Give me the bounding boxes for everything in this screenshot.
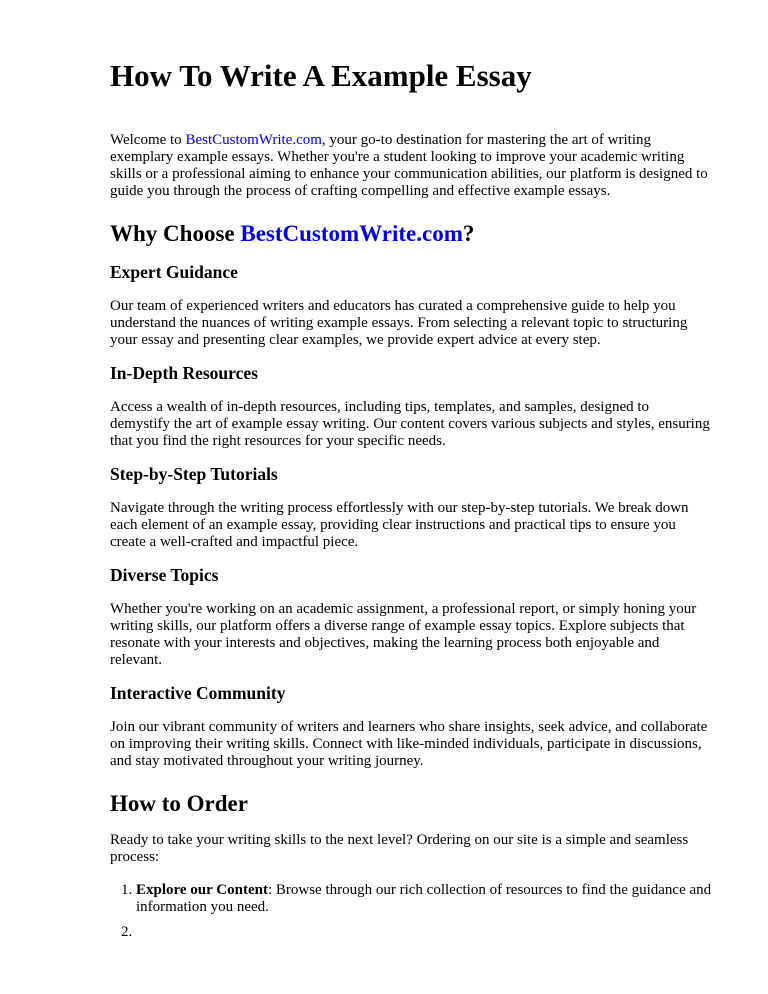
section-heading-interactive-community: Interactive Community [110, 683, 286, 703]
section-body-in-depth-resources: Access a wealth of in-depth resources, including tips, templates, and samples, designed to demystify the art of example essay writing. Our content covers various subjects and styles, ensuring that you find the right resources for your specific needs. [110, 399, 710, 449]
how-to-order-heading: How to Order [110, 791, 248, 816]
order-step-1-text: : Browse through our rich collection of resources to find the guidance and information you need. [136, 882, 712, 915]
section-body-expert-guidance: Our team of experienced writers and educators has curated a comprehensive guide to help you understand the nuances of writing example essays. From selecting a relevant topic to structuring your essay and presenting clear examples, we provide expert advice at every step. [110, 298, 688, 348]
why-choose-site-link[interactable]: BestCustomWrite.com [240, 221, 463, 246]
intro-text: , your go-to destination for mastering the art of writing exemplary example essays. Whether you're a student looking to improve your academic writing skills or a professional aiming to enhance your communication abilities, our platform is designed to guide you through the process of crafting compelling and effective example essays. [110, 132, 708, 199]
how-to-order-intro: Ready to take your writing skills to the next level? Ordering on our site is a simple and seamless process: [110, 832, 689, 865]
section-heading-step-by-step-tutorials: Step-by-Step Tutorials [110, 464, 278, 484]
why-choose-suffix: ? [462, 221, 475, 246]
section-heading-diverse-topics: Diverse Topics [110, 565, 219, 585]
order-steps-list [110, 882, 712, 941]
section-body-step-by-step-tutorials: Navigate through the writing process effortlessly with our step-by-step tutorials. We break down each element of an example essay, providing clear instructions and practical tips to ensure you create a well-crafted and impactful piece. [110, 500, 689, 550]
intro-prefix: Welcome to [110, 132, 186, 148]
section-heading-expert-guidance: Expert Guidance [110, 262, 238, 282]
section-heading-in-depth-resources: In-Depth Resources [110, 363, 258, 383]
order-step-1-label: Explore our Content [136, 882, 268, 898]
section-body-interactive-community: Join our vibrant community of writers and learners who share insights, seek advice, and collaborate on improving their writing skills. Connect with like-minded individuals, participate in discussions, and stay motivated throughout your writing journey. [110, 719, 708, 769]
intro-site-link[interactable]: BestCustomWrite.com [185, 132, 322, 148]
page-title: How To Write A Example Essay [110, 58, 532, 93]
intro-paragraph [110, 132, 712, 200]
order-step-1 [136, 882, 712, 916]
section-body-diverse-topics: Whether you're working on an academic assignment, a professional report, or simply honing your writing skills, our platform offers a diverse range of example essay topics. Explore subjects that resonate with your interests and objectives, making the learning process both enjoyable and relevant. [110, 601, 697, 668]
why-choose-heading [110, 220, 712, 248]
order-step-2 [136, 924, 712, 941]
why-choose-prefix: Why Choose [110, 221, 241, 246]
